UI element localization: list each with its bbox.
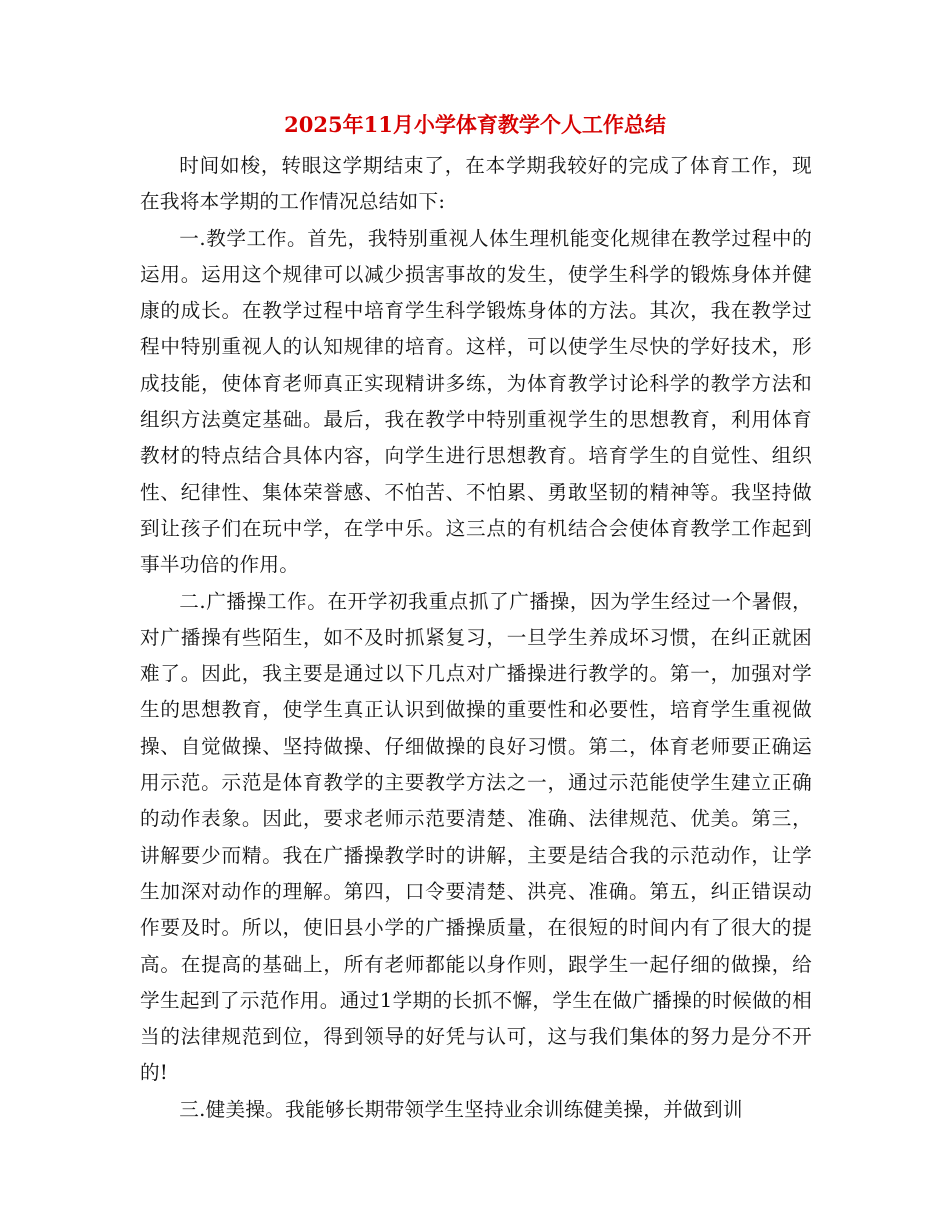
paragraph-broadcast-exercise: 二.广播操工作。在开学初我重点抓了广播操，因为学生经过一个暑假，对广播操有些陌生，如不及时抓紧复习，一旦学生养成坏习惯，在纠正就困难了。因此，我主要是通过以下几点对广播操进行教学的。第一，加强对学生的思想教育，使学生真正认识到做操的重要性和必要性，培育学生重视做操、自觉做操、坚持做操、仔细做操的良好习惯。第二，体育老师要正确运用示范。示范是体育教学的主要教学方法之一，通过示范能使学生建立正确的动作表象。因此，要求老师示范要清楚、准确、法律规范、优美。第三，讲解要少而精。我在广播操教学时的讲解，主要是结合我的示范动作，让学生加深对动作的理解。第四，口令要清楚、洪亮、准确。第五，纠正错误动作要及时。所以，使旧县小学的广播操质量，在很短的时间内有了很大的提高。在提高的基础上，所有老师都能以身作则，跟学生一起仔细的做操，给学生起到了示范作用。通过1学期的长抓不懈，学生在做广播操的时候做的相当的法律规范到位，得到领导的好凭与认可，这与我们集体的努力是分不开的! (140, 589, 812, 1085)
paragraph-teaching-work: 一.教学工作。首先，我特别重视人体生理机能变化规律在教学过程中的运用。运用这个规律可以减少损害事故的发生，使学生科学的锻炼身体并健康的成长。在教学过程中培育学生科学锻炼身体的方法。其次，我在教学过程中特别重视人的认知规律的培育。这样，可以使学生尽快的学好技术，形成技能，使体育老师真正实现精讲多练，为体育教学讨论科学的教学方法和组织方法奠定基础。最后，我在教学中特别重视学生的思想教育，利用体育教材的特点结合具体内容，向学生进行思想教育。培育学生的自觉性、组织性、纪律性、集体荣誉感、不怕苦、不怕累、勇敢坚韧的精神等。我坚持做到让孩子们在玩中学，在学中乐。这三点的有机结合会使体育教学工作起到事半功倍的作用。 (140, 226, 812, 577)
paragraph-aerobics: 三.健美操。我能够长期带领学生坚持业余训练健美操，并做到训 (179, 1097, 743, 1121)
document-body (140, 148, 812, 1128)
paragraph-intro: 时间如梭，转眼这学期结束了，在本学期我较好的完成了体育工作，现在我将本学期的工作情况总结如下: (140, 154, 812, 214)
document-title: 2025年11月小学体育教学个人工作总结 (284, 112, 666, 137)
